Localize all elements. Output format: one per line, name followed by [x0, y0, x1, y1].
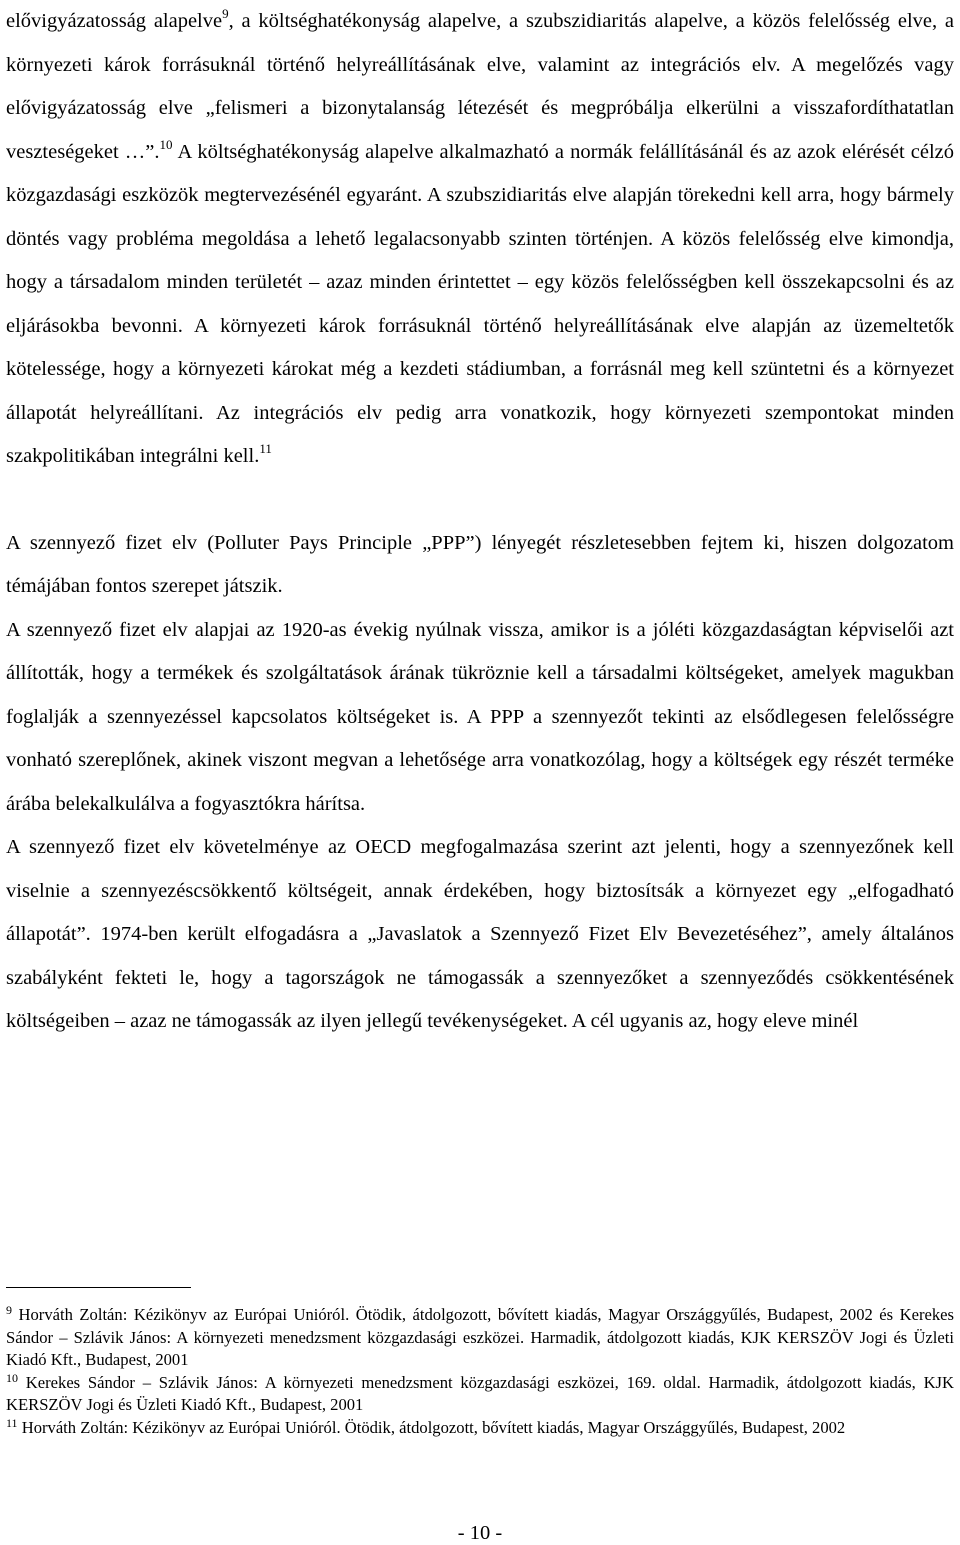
paragraph-ppp-history	[6, 609, 954, 827]
text-segment: A szennyező fizet elv (Polluter Pays Principle „PPP”) lényegét részletesebben fejtem ki, hiszen dolgozatom témájában fontos szerepet játszik.	[6, 531, 954, 597]
footnote-number: 9	[6, 1303, 12, 1317]
text-segment: elővigyázatosság alapelve	[6, 10, 223, 32]
text-segment: A szennyező fizet elv követelménye az OECD megfogalmazása szerint azt jelenti, hogy a szennyezőnek kell viselnie a szennyezéscsökkentő költségeit, annak érdekében, hogy biztosítsák a környezet egy „elfogadható állapotát”. 1974-ben került elfogadásra a „Javaslatok a Szennyező Fizet Elv Bevezetéséhez”, amely általános szabályként fekteti le, hogy a tagországok ne támogassák a szennyezőket a szennyeződés csökkentésének költségeiben – azaz ne támogassák az ilyen jellegű tevékenységeket. A cél ugyanis az, hogy eleve minél	[6, 836, 954, 1032]
footnotes	[6, 1304, 954, 1440]
footnote-ref-11[interactable]: 11	[259, 441, 272, 456]
footnote-text: Horváth Zoltán: Kézikönyv az Európai Unióról. Ötödik, átdolgozott, bővített kiadás, Magyar Országgyűlés, Budapest, 2002	[17, 1417, 846, 1437]
footnote-ref-10[interactable]: 10	[159, 136, 173, 152]
page-body	[6, 0, 954, 1044]
page-number: - 10 -	[457, 1522, 503, 1544]
footnote-number: 10	[6, 1370, 18, 1385]
footnote-text: Horváth Zoltán: Kézikönyv az Európai Unióról. Ötödik, átdolgozott, bővített kiadás, Magyar Országgyűlés, Budapest, 2002 és Kerekes Sándor – Szlávik János: A környezeti menedzsment közgazdasági eszközei. Harmadik, átdolgozott kiadás, KJK KERSZÖV Jogi és Üzleti Kiadó Kft., Budapest, 2001	[6, 1305, 954, 1370]
paragraph-principles	[6, 0, 954, 479]
text-segment: A költséghatékonyság alapelve alkalmazható a normák felállításánál és az azok elérését célzó közgazdasági eszközök megtervezésénél egyaránt. A szubszidiaritás elve alapján törekedni kell arra, hogy bármely döntés vagy probléma megoldása a lehető legalacsonyabb szinten történjen. A közös felelősség elve kimondja, hogy a társadalom minden területét – azaz minden érintettet – egy közös felelősségben kell összekapcsolni és az eljárásokba bevonni. A környezeti károk forrásuknál történő helyreállításának elve alapján az üzemeltetők kötelessége, hogy a környezeti károkat még a kezdeti stádiumban, a forrásnál meg kell szüntetni és a környezet állapotát helyreállítani. Az integrációs elv pedig arra vonatkozik, hogy környezeti szempontokat minden szakpolitikában integrálni kell.	[6, 140, 955, 467]
text-segment: , a költséghatékonyság alapelve, a szubszidiaritás alapelve, a közös felelősség elve, a környezeti károk forrásuknál történő helyreállításának elve, valamint az integrációs elv. A megelőzés vagy elővigyázatosság elve „felismeri a bizonytalanság létezését és megpróbálja elkerülni a visszafordíthatatlan veszteségeket …”.	[6, 10, 954, 163]
footnote-ref-9[interactable]: 9	[222, 6, 229, 21]
footnote-9	[6, 1304, 954, 1372]
paragraph-oecd	[6, 826, 954, 1044]
footnote-10	[6, 1372, 954, 1417]
footnote-separator	[6, 1287, 191, 1288]
footnote-text: Kerekes Sándor – Szlávik János: A környezeti menedzsment közgazdasági eszközei, 169. oldal. Harmadik, átdolgozott kiadás, KJK KERSZÖV Jogi és Üzleti Kiadó Kft., Budapest, 2001	[6, 1372, 954, 1415]
footnote-11	[6, 1417, 954, 1440]
text-segment: A szennyező fizet elv alapjai az 1920-as évekig nyúlnak vissza, amikor is a jóléti közgazdaságtan képviselői azt állították, hogy a termékek és szolgáltatások árának tükröznie kell a társadalmi költségeket, amelyek magukban foglalják a szennyezéssel kapcsolatos költségeket is. A PPP a szennyezőt tekinti az elsődlegesen felelősségre vonható szereplőnek, akinek viszont megvan a lehetősége arra vonatkozólag, hogy a költségek egy részét terméke árába belekalkulálva a fogyasztókra hárítsa.	[6, 618, 954, 815]
paragraph-gap	[6, 479, 954, 522]
footnote-number: 11	[6, 1415, 18, 1430]
paragraph-ppp-intro	[6, 522, 954, 609]
